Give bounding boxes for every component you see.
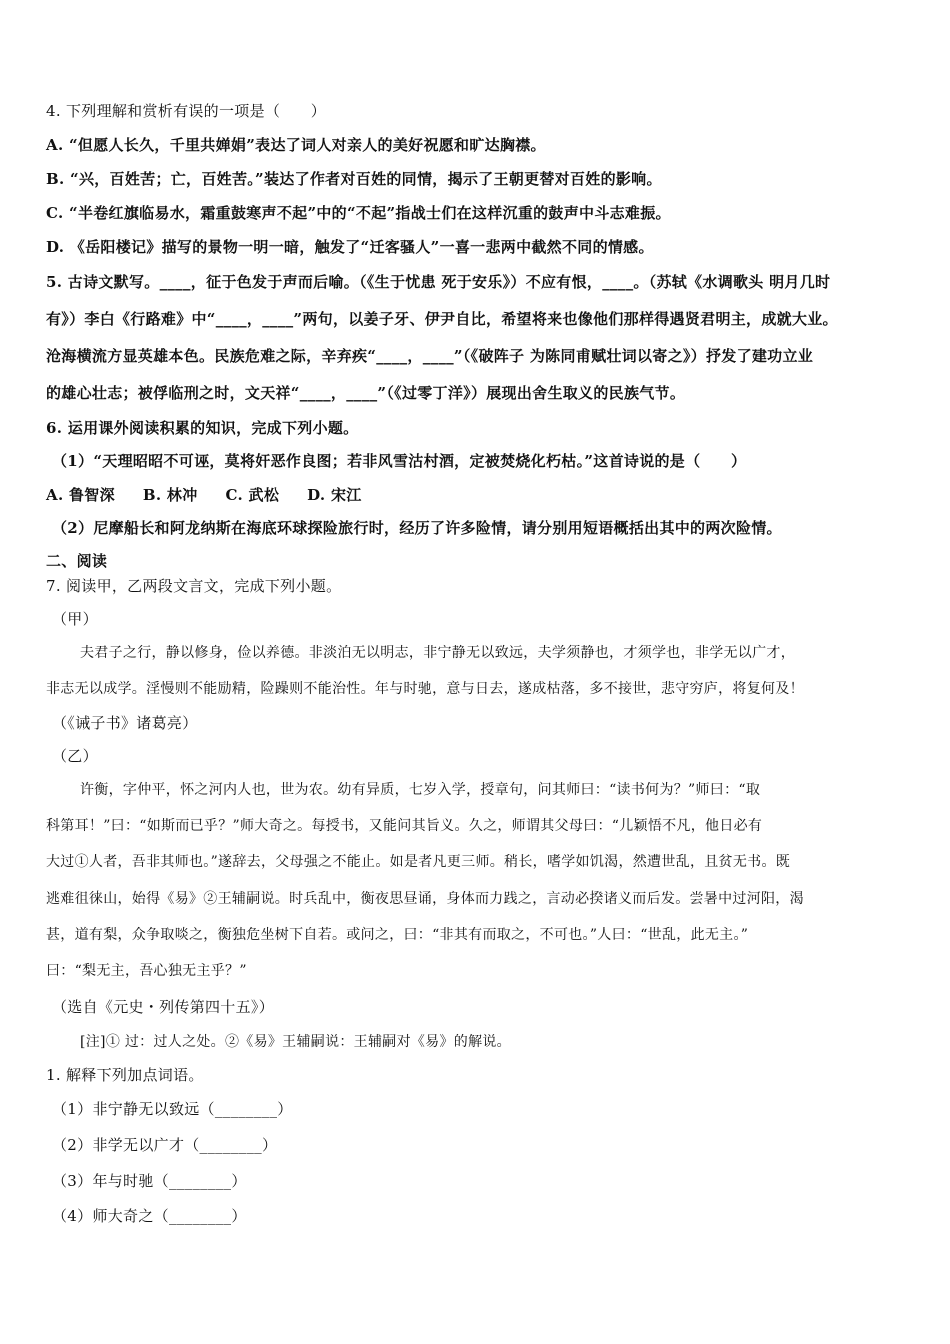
q4-option-d: D. 《岳阳楼记》描写的景物一明一暗，触发了“迁客骚人”一喜一悲两中截然不同的情感。 <box>46 238 654 256</box>
q6-option-b: B. 林冲 <box>142 486 198 504</box>
subq1-item-3: （3）年与时驰（________） <box>52 1172 247 1190</box>
q6-option-a: A. 鲁智深 <box>46 486 115 504</box>
q6-option-d: D. 宋江 <box>307 486 362 504</box>
q5-line-2: 有》）李白《行路难》中“____，____”两句，以姜子牙、伊尹自比，希望将来也像他们那样得遇贤君明主，成就大业。 <box>46 310 838 328</box>
q5-line-3: 沧海横流方显英雄本色。民族危难之际，辛弃疾“____，____”（《破阵子 为陈同甫赋壮词以寄之》）抒发了建功立业 <box>46 347 814 365</box>
yi-label: （乙） <box>52 747 98 765</box>
jia-source: （《诫子书》诸葛亮） <box>52 714 198 732</box>
jia-label: （甲） <box>52 610 98 628</box>
q4-option-b: B. “兴，百姓苦；亡，百姓苦。”装达了作者对百姓的同情，揭示了王朝更替对百姓的影响。 <box>46 170 662 188</box>
q6-sub1: （1）“天理昭昭不可诬，莫将奸恶作良图；若非风雪沽村酒，定被焚烧化朽枯。”这首诗说的是（ ） <box>52 452 747 470</box>
q6-stem: 6. 运用课外阅读积累的知识，完成下列小题。 <box>46 419 359 437</box>
q4-stem: 4. 下列理解和赏析有误的一项是（ ） <box>46 102 327 120</box>
yi-line-1: 许衡，字仲平，怀之河内人也，世为农。幼有异质，七岁入学，授章句，问其师曰：“读书何为？”师曰：“取 <box>80 782 761 798</box>
jia-line-1: 夫君子之行，静以修身，俭以养德。非淡泊无以明志，非宁静无以致远，夫学须静也，才须学也，非学无以广才， <box>80 645 795 661</box>
q6-sub1-options <box>46 485 908 505</box>
annotation-note: [注]① 过：过人之处。②《易》王辅嗣说：王辅嗣对《易》的解说。 <box>80 1034 511 1050</box>
q5-line-4: 的雄心壮志；被俘临刑之时，文天祥“____，____”（《过零丁洋》）展现出舍生取义的民族气节。 <box>46 384 686 402</box>
q4-option-c: C. “半卷红旗临易水，霜重鼓寒声不起”中的“不起”指战士们在这样沉重的鼓声中斗志难振。 <box>46 204 671 222</box>
q6-option-c: C. 武松 <box>225 486 280 504</box>
yi-line-4: 逃难徂徕山，始得《易》②王辅嗣说。时兵乱中，衡夜思昼诵，身体而力践之，言动必揆诸义而后发。尝暑中过河阳，渴 <box>46 891 804 907</box>
q7-stem: 7. 阅读甲，乙两段文言文，完成下列小题。 <box>46 577 342 595</box>
q6-sub2: （2）尼摩船长和阿龙纳斯在海底环球探险旅行时，经历了许多险情，请分别用短语概括出其中的两次险情。 <box>52 519 782 537</box>
subq1-item-4: （4）师大奇之（________） <box>52 1207 247 1225</box>
section-heading: 二、阅读 <box>46 552 108 570</box>
jia-line-2: 非志无以成学。淫慢则不能励精，险躁则不能治性。年与时驰，意与日去，遂成枯落，多不接世，悲守穷庐，将复何及！ <box>46 681 804 697</box>
yi-line-3: 大过①人者，吾非其师也。”遂辞去，父母强之不能止。如是者凡更三师。稍长，嗜学如饥渴，然遭世乱，且贫无书。既 <box>46 854 791 870</box>
q5-line-1: 5. 古诗文默写。____，征于色发于声而后喻。（《生于忧患 死于安乐》）不应有恨，____。（苏轼《水调歌头 明月几时 <box>46 273 831 291</box>
q4-option-a: A. “但愿人长久，千里共婵娟”表达了词人对亲人的美好祝愿和旷达胸襟。 <box>46 136 546 154</box>
yi-source: （选自《元史・列传第四十五》） <box>52 998 275 1016</box>
subq1-item-2: （2）非学无以广才（________） <box>52 1136 278 1154</box>
subq1-item-1: （1）非宁静无以致远（________） <box>52 1100 293 1118</box>
yi-line-2: 科第耳！”曰：“如斯而已乎？”师大奇之。每授书，又能问其旨义。久之，师谓其父母曰：“儿颖悟不凡，他日必有 <box>46 818 763 834</box>
yi-line-5: 甚，道有梨，众争取啖之，衡独危坐树下自若。或问之，曰：“非其有而取之，不可也。”人曰：“世乱，此无主。” <box>46 927 749 943</box>
subq1-stem: 1. 解释下列加点词语。 <box>46 1066 204 1084</box>
yi-line-6: 曰：“梨无主，吾心独无主乎？” <box>46 963 247 979</box>
